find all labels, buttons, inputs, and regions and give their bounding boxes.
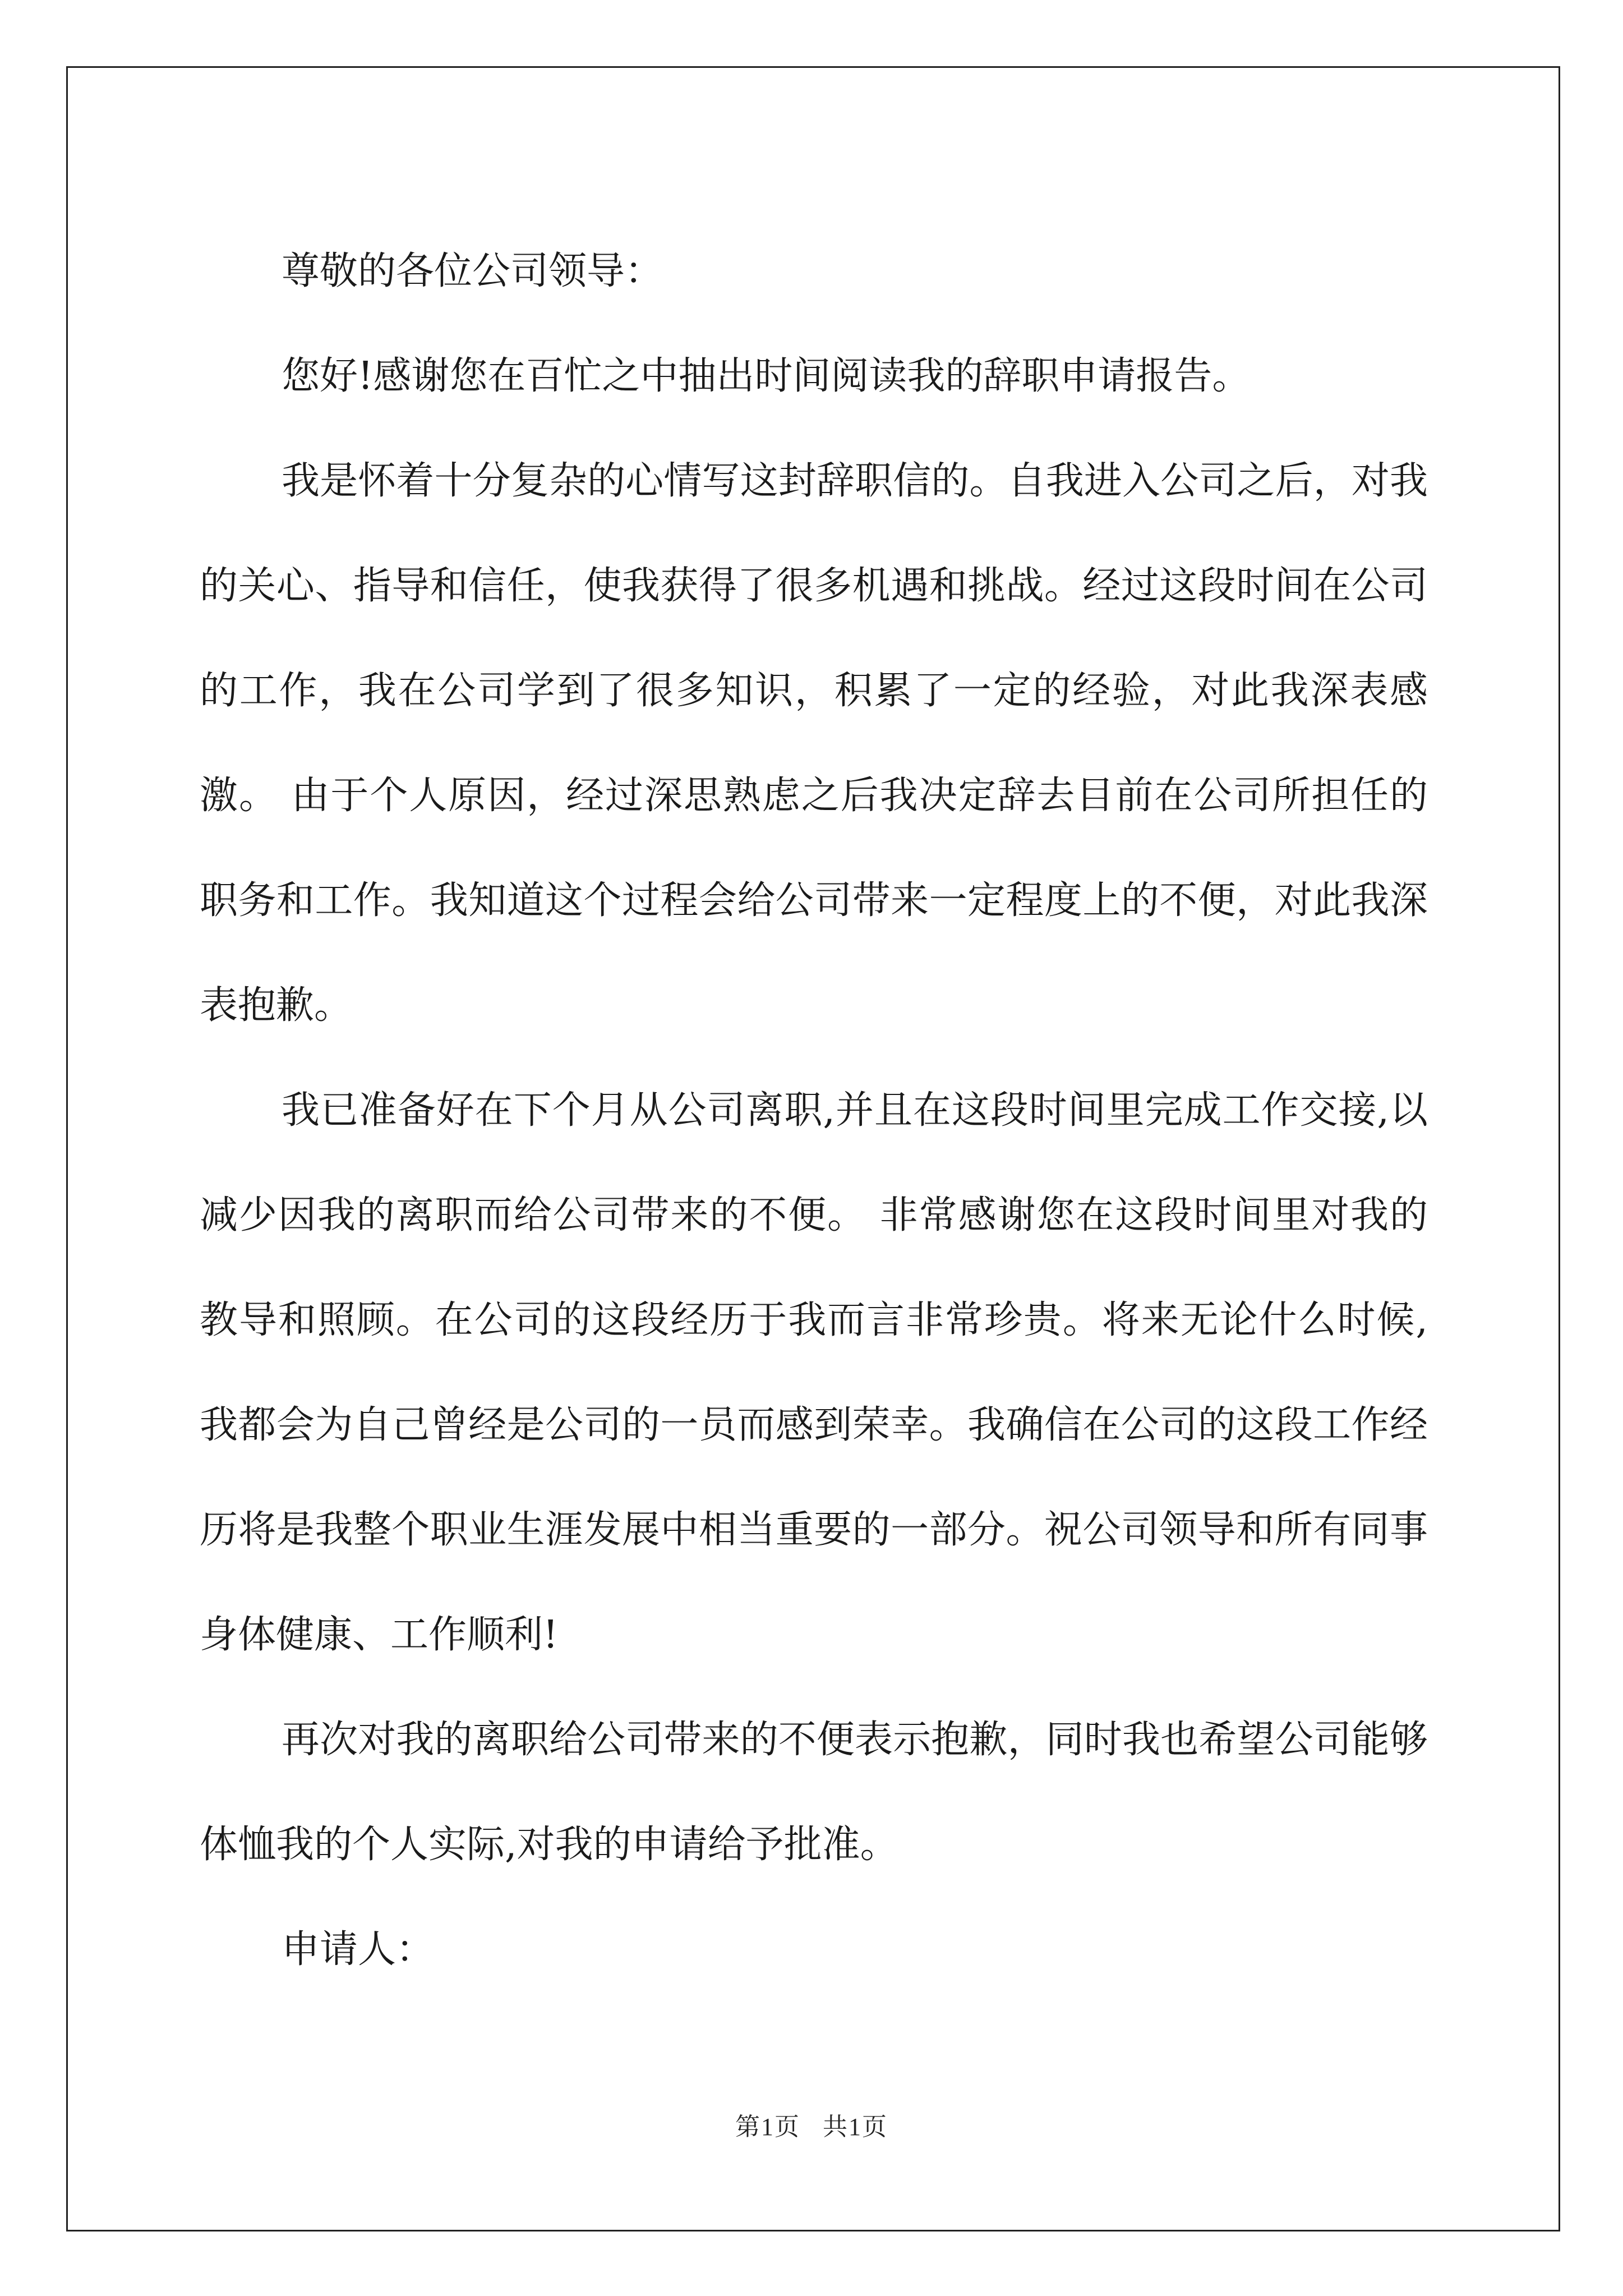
letter-body (200, 219, 1428, 2002)
paragraph-closing: 再次对我的离职给公司带来的不便表示抱歉，同时我也希望公司能够体恤我的个人实际,对我的申请给予批准。 (200, 1718, 1428, 1867)
applicant-label: 申请人： (282, 1927, 435, 1972)
page-number-total: 共1页 (823, 2113, 888, 2141)
paragraph-reason: 我是怀着十分复杂的心情写这封辞职信的。自我进入公司之后，对我的关心、指导和信任，使我获得了很多机遇和挑战。经过这段时间在公司的工作，我在公司学到了很多知识，积累了一定的经验，对此我深表感激。 由于个人原因，经过深思熟虑之后我决定辞去目前在公司所担任的职务和工作。我知道这个过程会给公司带来一定程度上的不便，对此我深表抱歉。 (200, 459, 1428, 1028)
page-footer (0, 2106, 1623, 2142)
paragraph-greeting: 您好!感谢您在百忙之中抽出时间阅读我的辞职申请报告。 (282, 354, 1251, 398)
page-number-current: 第1页 (735, 2113, 800, 2141)
paragraph-handover: 我已准备好在下个月从公司离职,并且在这段时间里完成工作交接,以减少因我的离职而给公司带来的不便。 非常感谢您在这段时间里对我的教导和照顾。在公司的这段经历于我而言非常珍贵。将来无论什么时候,我都会为自己曾经是公司的一员而感到荣幸。我确信在公司的这段工作经历将是我整个职业生涯发展中相当重要的一部分。祝公司领导和所有同事身体健康、工作顺利! (200, 1088, 1428, 1657)
salutation: 尊敬的各位公司领导： (282, 249, 663, 293)
